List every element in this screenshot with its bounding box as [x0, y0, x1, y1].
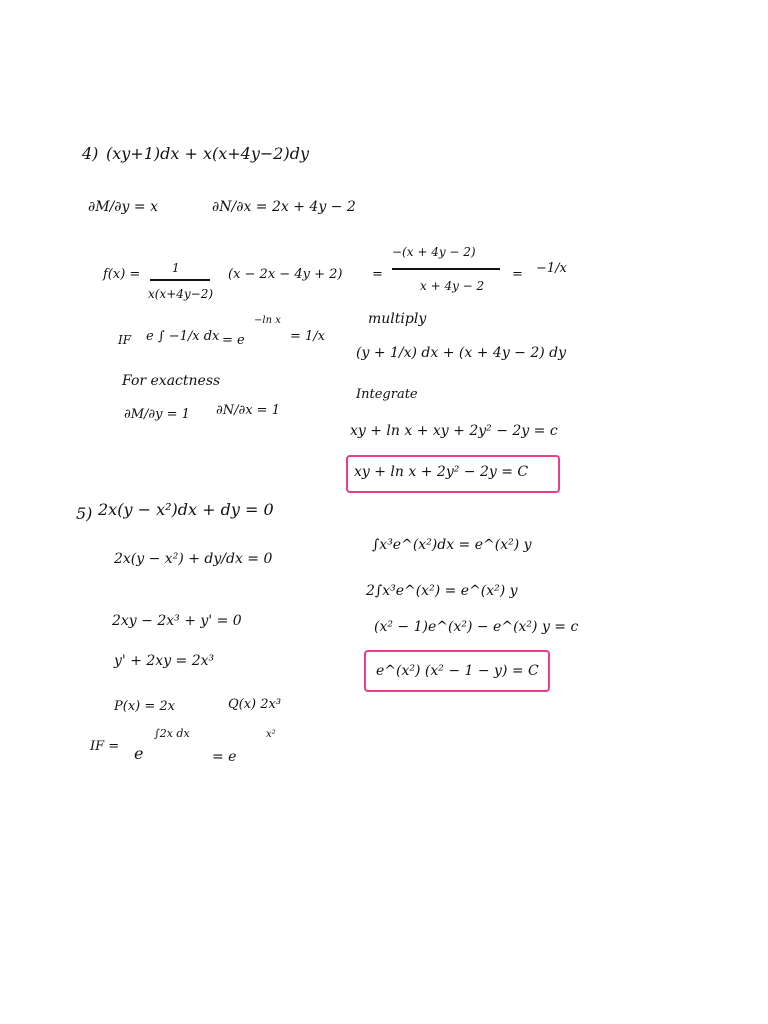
problem-4-f-denominator: x(x+4y−2) [148, 287, 214, 301]
problem-5-side1: ∫x³e^(x²)dx = e^(x²) y [372, 537, 532, 553]
problem-4-if-exponent: −ln x [254, 315, 281, 326]
problem-4-if-label: IF [118, 333, 132, 347]
problem-4-f-result: −1/x [536, 261, 567, 276]
problem-4-equation: (xy+1)dx + x(x+4y−2)dy [106, 144, 309, 163]
problem-4-f-numerator: 1 [172, 261, 180, 275]
problem-5-step1: 2x(y − x²) + dy/dx = 0 [114, 551, 273, 567]
problem-4-f-denominator-2: x + 4y − 2 [420, 279, 485, 293]
problem-5-equation: 2x(y − x²)dx + dy = 0 [98, 500, 274, 519]
problem-5-p-label: P(x) = 2x [114, 699, 175, 714]
problem-4-f-label: f(x) = [103, 267, 141, 282]
problem-4-equals-2: = [512, 267, 523, 282]
problem-4-exact-dm: ∂M/∂y = 1 [124, 407, 190, 422]
problem-4-dn-dx: ∂N/∂x = 2x + 4y − 2 [212, 199, 356, 215]
problem-5-side3: (x² − 1)e^(x²) − e^(x²) y = c [374, 619, 579, 635]
problem-4-if-integral: e ∫ −1/x dx [146, 329, 220, 344]
problem-5-q-label: Q(x) 2x³ [228, 697, 282, 712]
fraction-bar [392, 268, 500, 270]
problem-4-if-e: = e [222, 333, 245, 348]
problem-4-integrated: xy + ln x + xy + 2y² − 2y = c [350, 423, 558, 439]
problem-4-f-paren: (x − 2x − 4y + 2) [228, 267, 343, 282]
problem-5-step3: y' + 2xy = 2x³ [114, 653, 215, 669]
problem-5-if-exponent-2: x² [266, 729, 276, 740]
problem-5-if-e: e [134, 744, 144, 763]
problem-4-equals-1: = [372, 267, 383, 282]
problem-4-if-result: = 1/x [290, 329, 326, 344]
problem-4-exactness-label: For exactness [122, 373, 221, 389]
problem-5-if-equals: = e [212, 749, 237, 765]
problem-4-integrate-label: Integrate [356, 387, 418, 402]
problem-4-f-numerator-2: −(x + 4y − 2) [392, 245, 476, 259]
problem-4-multiplied: (y + 1/x) dx + (x + 4y − 2) dy [356, 345, 567, 361]
problem-5-step2: 2xy − 2x³ + y' = 0 [112, 613, 242, 629]
problem-4-number: 4) [82, 144, 99, 163]
problem-5-if-label: IF = [90, 739, 120, 754]
problem-4-multiply-label: multiply [368, 311, 427, 327]
problem-5-side2: 2∫x³e^(x²) = e^(x²) y [366, 583, 518, 599]
problem-5-number: 5) [76, 504, 93, 523]
fraction-bar [150, 279, 210, 281]
problem-4-exact-dn: ∂N/∂x = 1 [216, 403, 280, 418]
problem-4-answer: xy + ln x + 2y² − 2y = C [354, 464, 529, 480]
problem-4-dm-dy: ∂M/∂y = x [88, 199, 158, 215]
problem-5-answer: e^(x²) (x² − 1 − y) = C [376, 663, 539, 679]
problem-5-if-exponent: ∫2x dx [154, 727, 190, 740]
